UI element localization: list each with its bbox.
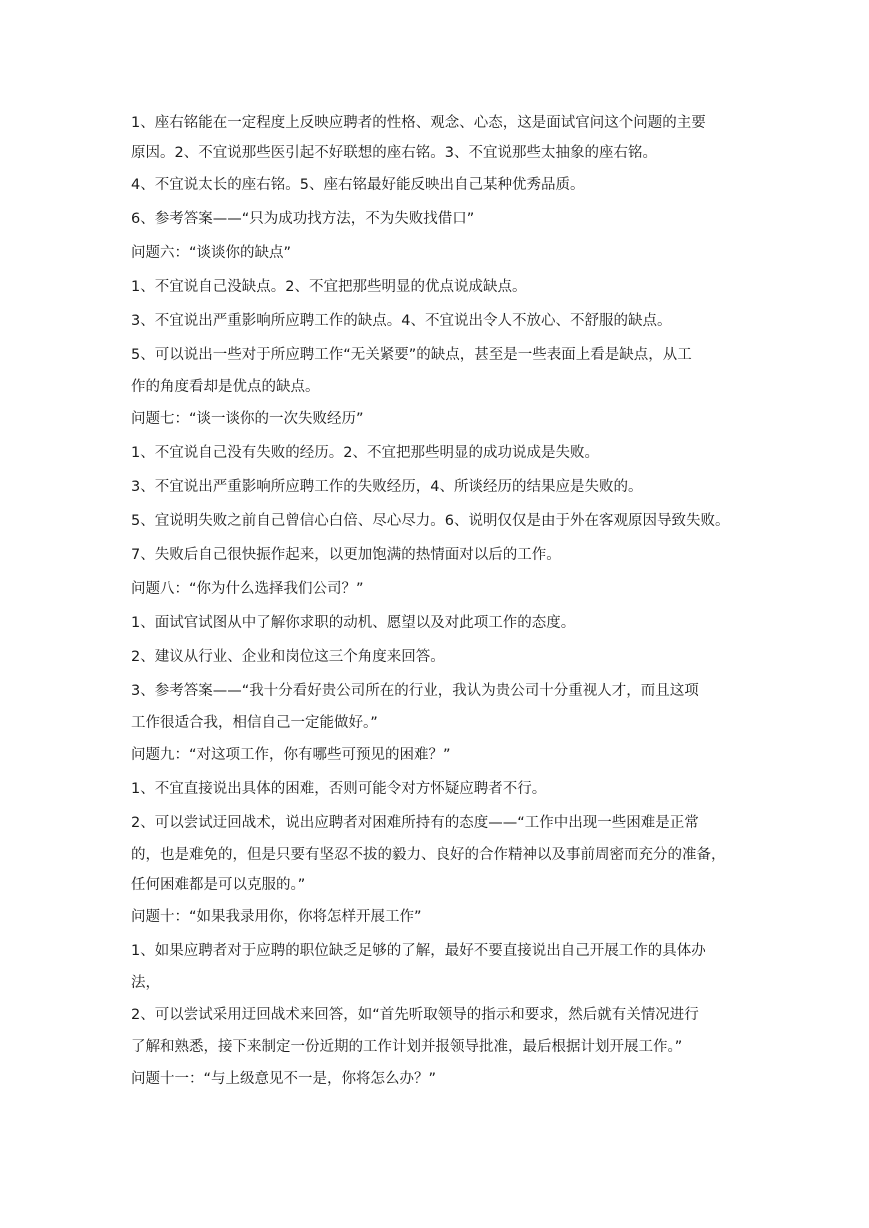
paragraph-line: 的，也是难免的，但是只要有坚忍不拔的毅力、良好的合作精神以及事前周密而充分的准备， — [131, 847, 726, 863]
paragraph-line: 2、可以尝试采用迂回战术来回答，如“首先听取领导的指示和要求，然后就有关情况进行 — [131, 1007, 699, 1023]
question-heading: 问题六：“谈谈你的缺点” — [131, 245, 292, 261]
paragraph-line: 原因。2、不宜说那些医引起不好联想的座右铭。3、不宜说那些太抽象的座右铭。 — [131, 145, 657, 161]
paragraph-line: 1、座右铭能在一定程度上反映应聘者的性格、观念、心态，这是面试官问这个问题的主要 — [131, 115, 706, 131]
paragraph-line: 2、可以尝试迂回战术，说出应聘者对困难所持有的态度——“工作中出现一些困难是正常 — [131, 815, 699, 831]
question-heading: 问题九：“对这项工作，你有哪些可预见的困难？” — [131, 747, 451, 763]
paragraph-line: 2、建议从行业、企业和岗位这三个角度来回答。 — [131, 649, 445, 665]
question-heading: 问题十：“如果我录用你，你将怎样开展工作” — [131, 909, 422, 925]
paragraph-line: 了解和熟悉，接下来制定一份近期的工作计划并报领导批准，最后根据计划开展工作。” — [131, 1039, 683, 1055]
paragraph-line: 7、失败后自己很快振作起来，以更加饱满的热情面对以后的工作。 — [131, 547, 561, 563]
paragraph-line: 3、参考答案——“我十分看好贵公司所在的行业，我认为贵公司十分重视人才，而且这项 — [131, 683, 699, 699]
paragraph-line: 工作很适合我，相信自己一定能做好。” — [131, 715, 378, 731]
paragraph-line: 3、不宜说出严重影响所应聘工作的缺点。4、不宜说出令人不放心、不舒服的缺点。 — [131, 313, 672, 329]
paragraph-line: 法， — [131, 975, 160, 991]
paragraph-line: 作的角度看却是优点的缺点。 — [131, 379, 320, 395]
document-body — [131, 108, 743, 1096]
paragraph-line: 1、面试官试图从中了解你求职的动机、愿望以及对此项工作的态度。 — [131, 615, 576, 631]
paragraph-line: 1、不宜说自己没缺点。2、不宜把那些明显的优点说成缺点。 — [131, 279, 527, 295]
paragraph-line: 1、不宜说自己没有失败的经历。2、不宜把那些明显的成功说成是失败。 — [131, 445, 599, 461]
paragraph-line: 1、不宜直接说出具体的困难，否则可能令对方怀疑应聘者不行。 — [131, 781, 547, 797]
paragraph-line: 任何困难都是可以克服的。” — [131, 877, 306, 893]
paragraph-line: 6、参考答案——“只为成功找方法，不为失败找借口” — [131, 211, 475, 227]
paragraph-line: 5、宜说明失败之前自己曾信心白倍、尽心尽力。6、说明仅仅是由于外在客观原因导致失败。 — [131, 513, 730, 529]
question-heading: 问题八：“你为什么选择我们公司？” — [131, 581, 364, 597]
question-heading: 问题十一：“与上级意见不一是，你将怎么办？” — [131, 1071, 437, 1087]
paragraph-line: 5、可以说出一些对于所应聘工作“无关紧要”的缺点，甚至是一些表面上看是缺点，从工 — [131, 347, 692, 363]
paragraph-line: 4、不宜说太长的座右铭。5、座右铭最好能反映出自己某种优秀品质。 — [131, 177, 585, 193]
paragraph-line: 1、如果应聘者对于应聘的职位缺乏足够的了解，最好不要直接说出自己开展工作的具体办 — [131, 943, 706, 959]
question-heading: 问题七：“谈一谈你的一次失败经历” — [131, 411, 364, 427]
paragraph-line: 3、不宜说出严重影响所应聘工作的失败经历，4、所谈经历的结果应是失败的。 — [131, 479, 643, 495]
